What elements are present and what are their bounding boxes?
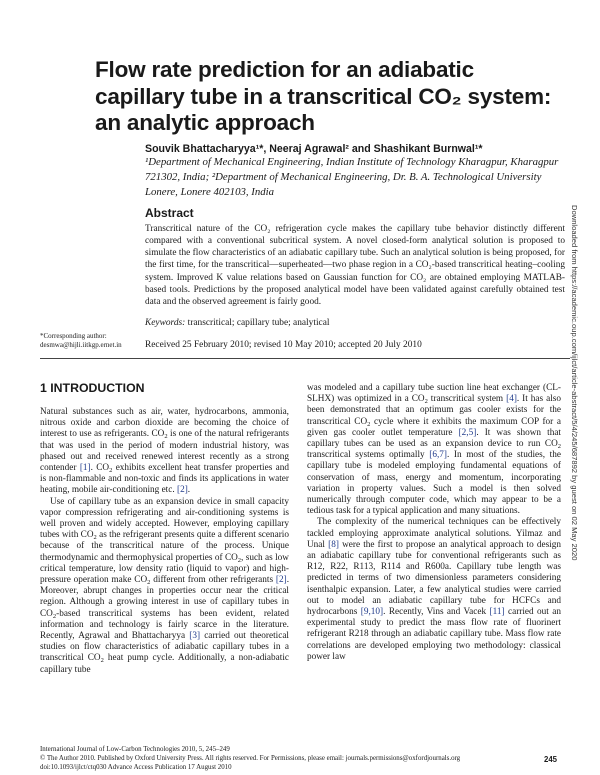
corresponding-email[interactable]: desmwa@hijli.iitkgp.ernet.in [40,341,122,349]
keywords [145,318,565,328]
footer-copyright: © The Author 2010. Published by Oxford University Press. All rights reserved. For Permissions, please email: journals.permissions@oxfordjournals.org [40,755,461,762]
body-column-right: was modeled and a capillary tube suction line heat exchanger (CL-SLHX) was optimized in a $CO_2$ transcritical system [4]. It has also been demonstrated that an optimum gas cooler exists for the transcritical $CO_2$ cycle where it exhibits the maximum COP for a given gas cooler outlet temperature [2,5]. It was shown that capillary tubes can be used as an expansion device to run $CO_2$ transcritical systems optimally [6,7]. In most of the studies, the capillary tube is modeled employing fundamental equations of conservation of mass, energy and momentum, incorporating variation in property values. Such a model is then solved numerically through computer code, which may appear to be a tedious task for a typical application and many situations. The complexity of the numerical techniques can be effectively tackled employing approximate analytical solutions. Yilmaz and Unal [8] were the first to propose an analytical approach to design an adiabatic capillary tube for conventional refrigerants such as R12, R22, R113, R114 and R600a. Capillary tube length was predicted in terms of two dimensionless parameters considering isenthalpic expansion. Later, a few analytical studies were carried out to model an adiabatic capillary tube for HCFCs and hydrocarbons [9,10]. Recently, Vins and Vacek [11] carried out an experimental study to predict the mass flow rate of fluorinert refrigerant R218 through an adiabatic capillary tube. Mass flow rate correlations are developed employing two methodology: classical power law [307,383,562,662]
paper-title: Flow rate prediction for an adiabatic capillary tube in a transcritical CO₂ system: an analytic approach [95,57,552,135]
divider [40,358,570,359]
author-list: Souvik Bhattacharyya¹*, Neeraj Agrawal² and Shashikant Burnwal¹* [145,143,483,155]
abstract-heading: Abstract [145,206,194,220]
corresponding-author [40,332,135,350]
page-footer [40,745,565,772]
abstract-body: Transcritical nature of the CO₂ refrigeration cycle makes the capillary tube behavior distinctly different compared with a conventional subcritical system. A novel closed-form analytical solution is proposed to simulate the flow characteristics of an adiabatic capillary tube. Such an analytical solution is being proposed, for the first time, for the transcritical—superheated—two phase region in a CO₂-based transcritical heating–cooling system. Improved K value relations based on Gaussian function for CO₂ are obtained employing MATLAB-based tools. Predictions by the proposed analytical model have been validated against carefully obtained test data and the observed agreement is fairly good. [145,224,565,307]
footer-doi: doi:10.1093/ijlct/ctq030 Advance Access Publication 17 August 2010 [40,764,232,771]
corresponding-label: *Corresponding author: [40,332,107,340]
footer-journal: International Journal of Low-Carbon Technologies 2010, 5, 245–249 [40,746,230,753]
section-heading-introduction: 1 INTRODUCTION [40,381,145,395]
page-number: 245 [543,755,557,764]
keywords-list: transcritical; capillary tube; analytical [187,318,330,328]
keywords-label: Keywords: [145,318,186,328]
body-column-left: Natural substances such as air, water, hydrocarbons, ammonia, nitrous oxide and carbon dioxide are becoming the choice of interest to use as refrigerants. $CO_2$ is one of the natural refrigerants that was used in the period of modern industrial history, was phased out and received renewed interest recently as a strong contender [1]. $CO_2$ exhibits excellent heat transfer properties and is non-flammable and non-toxic and finds its applications in water heating, mobile air-conditioning etc. [2]. Use of capillary tube as an expansion device in small capacity vapor compression refrigerating and air-conditioning systems is well proven and widely accepted. However, employing capillary tubes with $CO_2$ as the refrigerant presents quite a different scenario because of the transcritical nature of the process. Unique thermodynamic and thermophysical properties of $CO_2$, such as low critical temperature, low density ratio (liquid to vapor) and high-pressure operation make $CO_2$ different from other refrigerants [2]. Moreover, abrupt changes in properties occur near the critical region. Although a growing interest in use of capillary tubes in $CO_2$-based transcritical systems has been evident, related information and technology is fairly scarce in the literature. Recently, Agrawal and Bhattacharyya [3] carried out theoretical studies on flow characteristics of adiabatic capillary tubes in a transcritical $CO_2$ heat pump cycle. Additionally, a non-adiabatic capillary tube [40,407,290,675]
download-note: Downloaded from https://academic.oup.com/ijlct/article-abstract/5/4/245/687892 by guest on 02 May 2020 [570,205,579,561]
affiliations: ¹Department of Mechanical Engineering, Indian Institute of Technology Kharagpur, Kharagpur 721302, India; ²Department of Mechanical Engineering, Dr. B. A. Technological University Lonere, Lonere 402103, India [145,156,559,198]
received-dates: Received 25 February 2010; revised 10 May 2010; accepted 20 July 2010 [145,340,422,350]
